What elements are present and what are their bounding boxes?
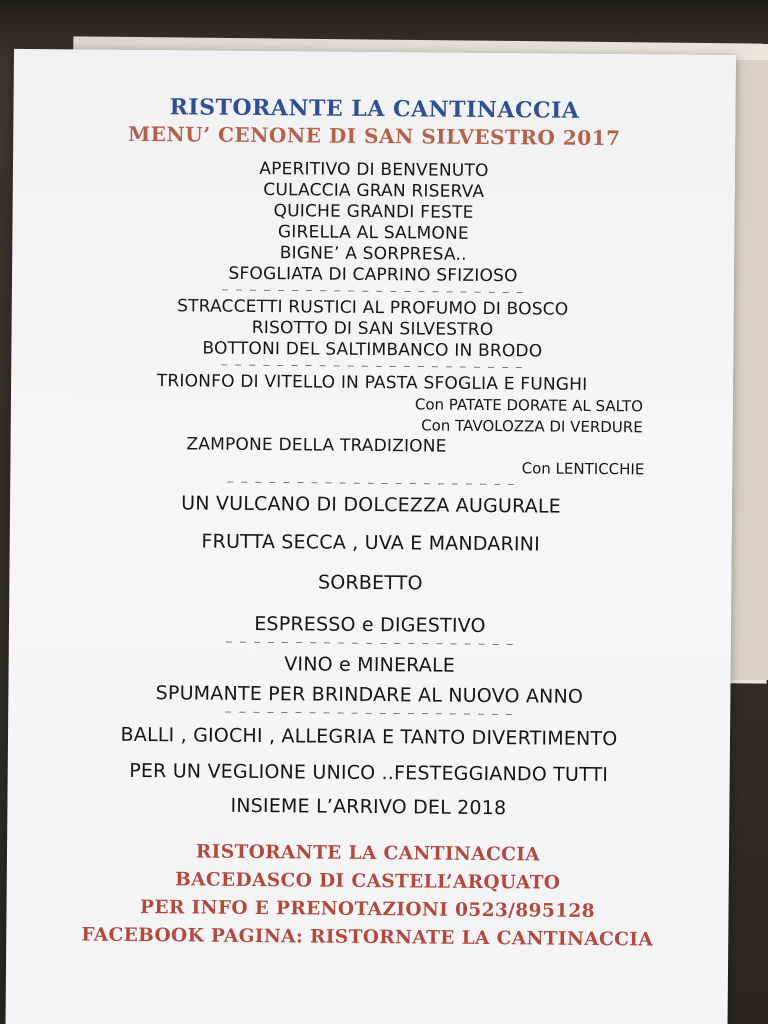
footer-restaurant-name: RISTORANTE LA CANTINACCIA	[195, 841, 541, 866]
dish-item: BOTTONI DEL SALTIMBANCO IN BRODO	[202, 338, 543, 362]
dolci-section	[9, 489, 732, 641]
side-dish: Con PATATE DORATE AL SALTO	[414, 395, 643, 416]
dish-item: ESPRESSO e DIGESTIVO	[254, 612, 486, 637]
dish-item: CULACCIA GRAN RISERVA	[263, 180, 485, 202]
menu-content	[6, 49, 736, 955]
drink-item: VINO e MINERALE	[284, 653, 456, 677]
section-divider: — — — — — — — — — — — — — — — — — — — — —	[225, 706, 514, 721]
dish-item: QUICHE GRANDI FESTE	[273, 201, 474, 223]
footer-phone: PER INFO E PRENOTAZIONI 0523/895128	[139, 896, 596, 922]
dish-item: SORBETTO	[317, 571, 423, 595]
closing-line: BALLI , GIOCHI , ALLEGRIA E TANTO DIVERTIMENTO	[120, 723, 618, 751]
dish-item: FRUTTA SECCA , UVA E MANDARINI	[201, 530, 541, 556]
section-divider: — — — — — — — — — — — — — — — — — — — — — —	[221, 359, 524, 374]
dish-item: ZAMPONE DELLA TRADIZIONE	[186, 434, 447, 457]
section-divider: — — — — — — — — — — — — — — — — — — — — —	[227, 476, 516, 491]
dish-item: SFOGLIATA DI CAPRINO SFIZIOSO	[228, 263, 518, 287]
dish-item: APERITIVO DI BENVENUTO	[259, 158, 489, 181]
dish-item: UN VULCANO DI DOLCEZZA AUGURALE	[181, 492, 561, 518]
closing-section	[7, 721, 730, 823]
menu-subtitle: MENU’ CENONE DI SAN SILVESTRO 2017	[127, 121, 621, 151]
section-divider: — — — — — — — — — — — — — — — — — — — — —	[225, 636, 514, 651]
restaurant-title: RISTORANTE LA CANTINACCIA	[169, 94, 580, 124]
drink-item: SPUMANTE PER BRINDARE AL NUOVO ANNO	[155, 682, 584, 708]
dish-item: TRIONFO DI VITELLO IN PASTA SFOGLIA E FUNGHI	[156, 371, 588, 395]
dish-item: BIGNE’ A SORPRESA..	[279, 243, 467, 265]
closing-line: INSIEME L’ARRIVO DEL 2018	[230, 794, 507, 820]
dish-item: RISOTTO DI SAN SILVESTRO	[251, 317, 494, 341]
side-dish: Con TAVOLOZZA DI VERDURE	[421, 416, 643, 437]
footer-section	[6, 837, 729, 955]
dish-item: GIRELLA AL SALMONE	[277, 222, 469, 244]
footer-facebook: FACEBOOK PAGINA: RISTORNATE LA CANTINACCIA	[81, 924, 654, 951]
bevande-section	[8, 649, 730, 711]
secondi-section	[10, 370, 733, 481]
section-divider: — — — — — — — — — — — — — — — — — — — — — —	[221, 284, 524, 299]
footer-address: BACEDASCO DI CASTELL’ARQUATO	[175, 869, 561, 894]
dish-item: STRACCETTI RUSTICI AL PROFUMO DI BOSCO	[177, 296, 569, 320]
closing-line: PER UN VEGLIONE UNICO ..FESTEGGIANDO TUTTI	[129, 759, 609, 787]
antipasti-section	[12, 157, 735, 289]
side-dish: Con LENTICCHIE	[521, 459, 645, 479]
menu-sheet	[5, 49, 736, 1024]
primi-section	[11, 295, 734, 364]
